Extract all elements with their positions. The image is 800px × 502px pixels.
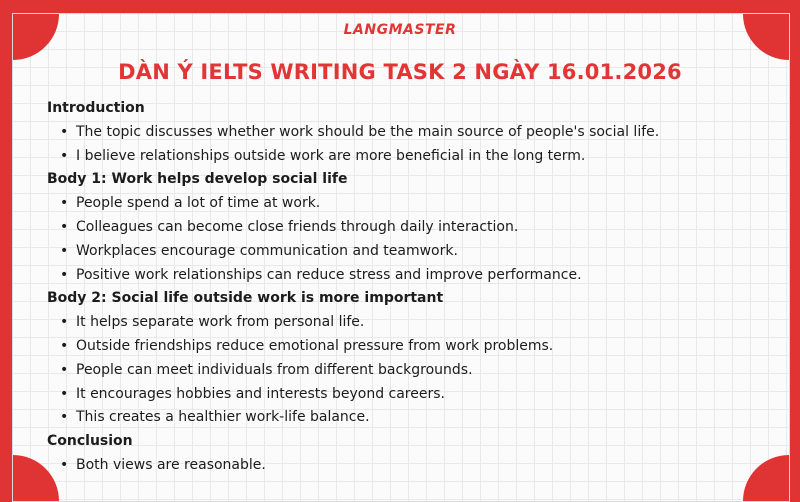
list-item-text: This creates a healthier work-life balance. bbox=[76, 409, 370, 426]
list-item-text: The topic discusses whether work should be the main source of people's social life. bbox=[76, 123, 660, 140]
page-title: DÀN Ý IELTS WRITING TASK 2 NGÀY 16.01.2026 bbox=[118, 60, 682, 84]
section-conclusion bbox=[47, 430, 777, 478]
bullet-icon: • bbox=[60, 361, 69, 378]
list-item bbox=[47, 359, 777, 383]
list-item bbox=[47, 311, 777, 335]
list-item bbox=[47, 406, 777, 430]
bullet-list bbox=[47, 192, 777, 287]
list-item-text: It helps separate work from personal life. bbox=[76, 314, 365, 331]
list-item-text: People can meet individuals from different backgrounds. bbox=[76, 361, 473, 378]
bullet-list bbox=[47, 311, 777, 430]
list-item bbox=[47, 335, 777, 359]
bullet-icon: • bbox=[60, 385, 69, 402]
section-heading: Body 2: Social life outside work is more important bbox=[47, 290, 444, 307]
bullet-icon: • bbox=[60, 409, 69, 426]
list-item bbox=[47, 383, 777, 407]
bullet-icon: • bbox=[60, 337, 69, 354]
section-introduction bbox=[47, 97, 777, 168]
list-item-text: People spend a lot of time at work. bbox=[76, 195, 321, 212]
list-item-text: Outside friendships reduce emotional pressure from work problems. bbox=[76, 337, 554, 354]
section-body-1 bbox=[47, 168, 777, 287]
brand-logo: LANGMASTER bbox=[343, 22, 457, 38]
bullet-list bbox=[47, 454, 777, 478]
section-heading: Conclusion bbox=[47, 433, 133, 450]
list-item bbox=[47, 240, 777, 264]
list-item bbox=[47, 454, 777, 478]
bullet-icon: • bbox=[60, 195, 69, 212]
bullet-icon: • bbox=[60, 123, 69, 140]
list-item-text: Positive work relationships can reduce stress and improve performance. bbox=[76, 266, 582, 283]
list-item-text: Workplaces encourage communication and teamwork. bbox=[76, 242, 458, 259]
list-item bbox=[47, 216, 777, 240]
list-item bbox=[47, 121, 777, 145]
list-item-text: Both views are reasonable. bbox=[76, 456, 266, 473]
outline-content bbox=[47, 97, 777, 478]
bullet-icon: • bbox=[60, 147, 69, 164]
list-item bbox=[47, 264, 777, 288]
section-heading: Introduction bbox=[47, 100, 145, 116]
bullet-icon: • bbox=[60, 242, 69, 259]
section-heading: Body 1: Work helps develop social life bbox=[47, 171, 348, 188]
list-item-text: I believe relationships outside work are more beneficial in the long term. bbox=[76, 147, 586, 164]
bullet-icon: • bbox=[60, 456, 69, 473]
list-item-text: Colleagues can become close friends through daily interaction. bbox=[76, 218, 519, 235]
bullet-list bbox=[47, 121, 777, 169]
list-item bbox=[47, 192, 777, 216]
bullet-icon: • bbox=[60, 266, 69, 283]
section-body-2 bbox=[47, 287, 777, 430]
list-item bbox=[47, 145, 777, 169]
bullet-icon: • bbox=[60, 218, 69, 235]
bullet-icon: • bbox=[60, 314, 69, 331]
list-item-text: It encourages hobbies and interests beyond careers. bbox=[76, 385, 445, 402]
